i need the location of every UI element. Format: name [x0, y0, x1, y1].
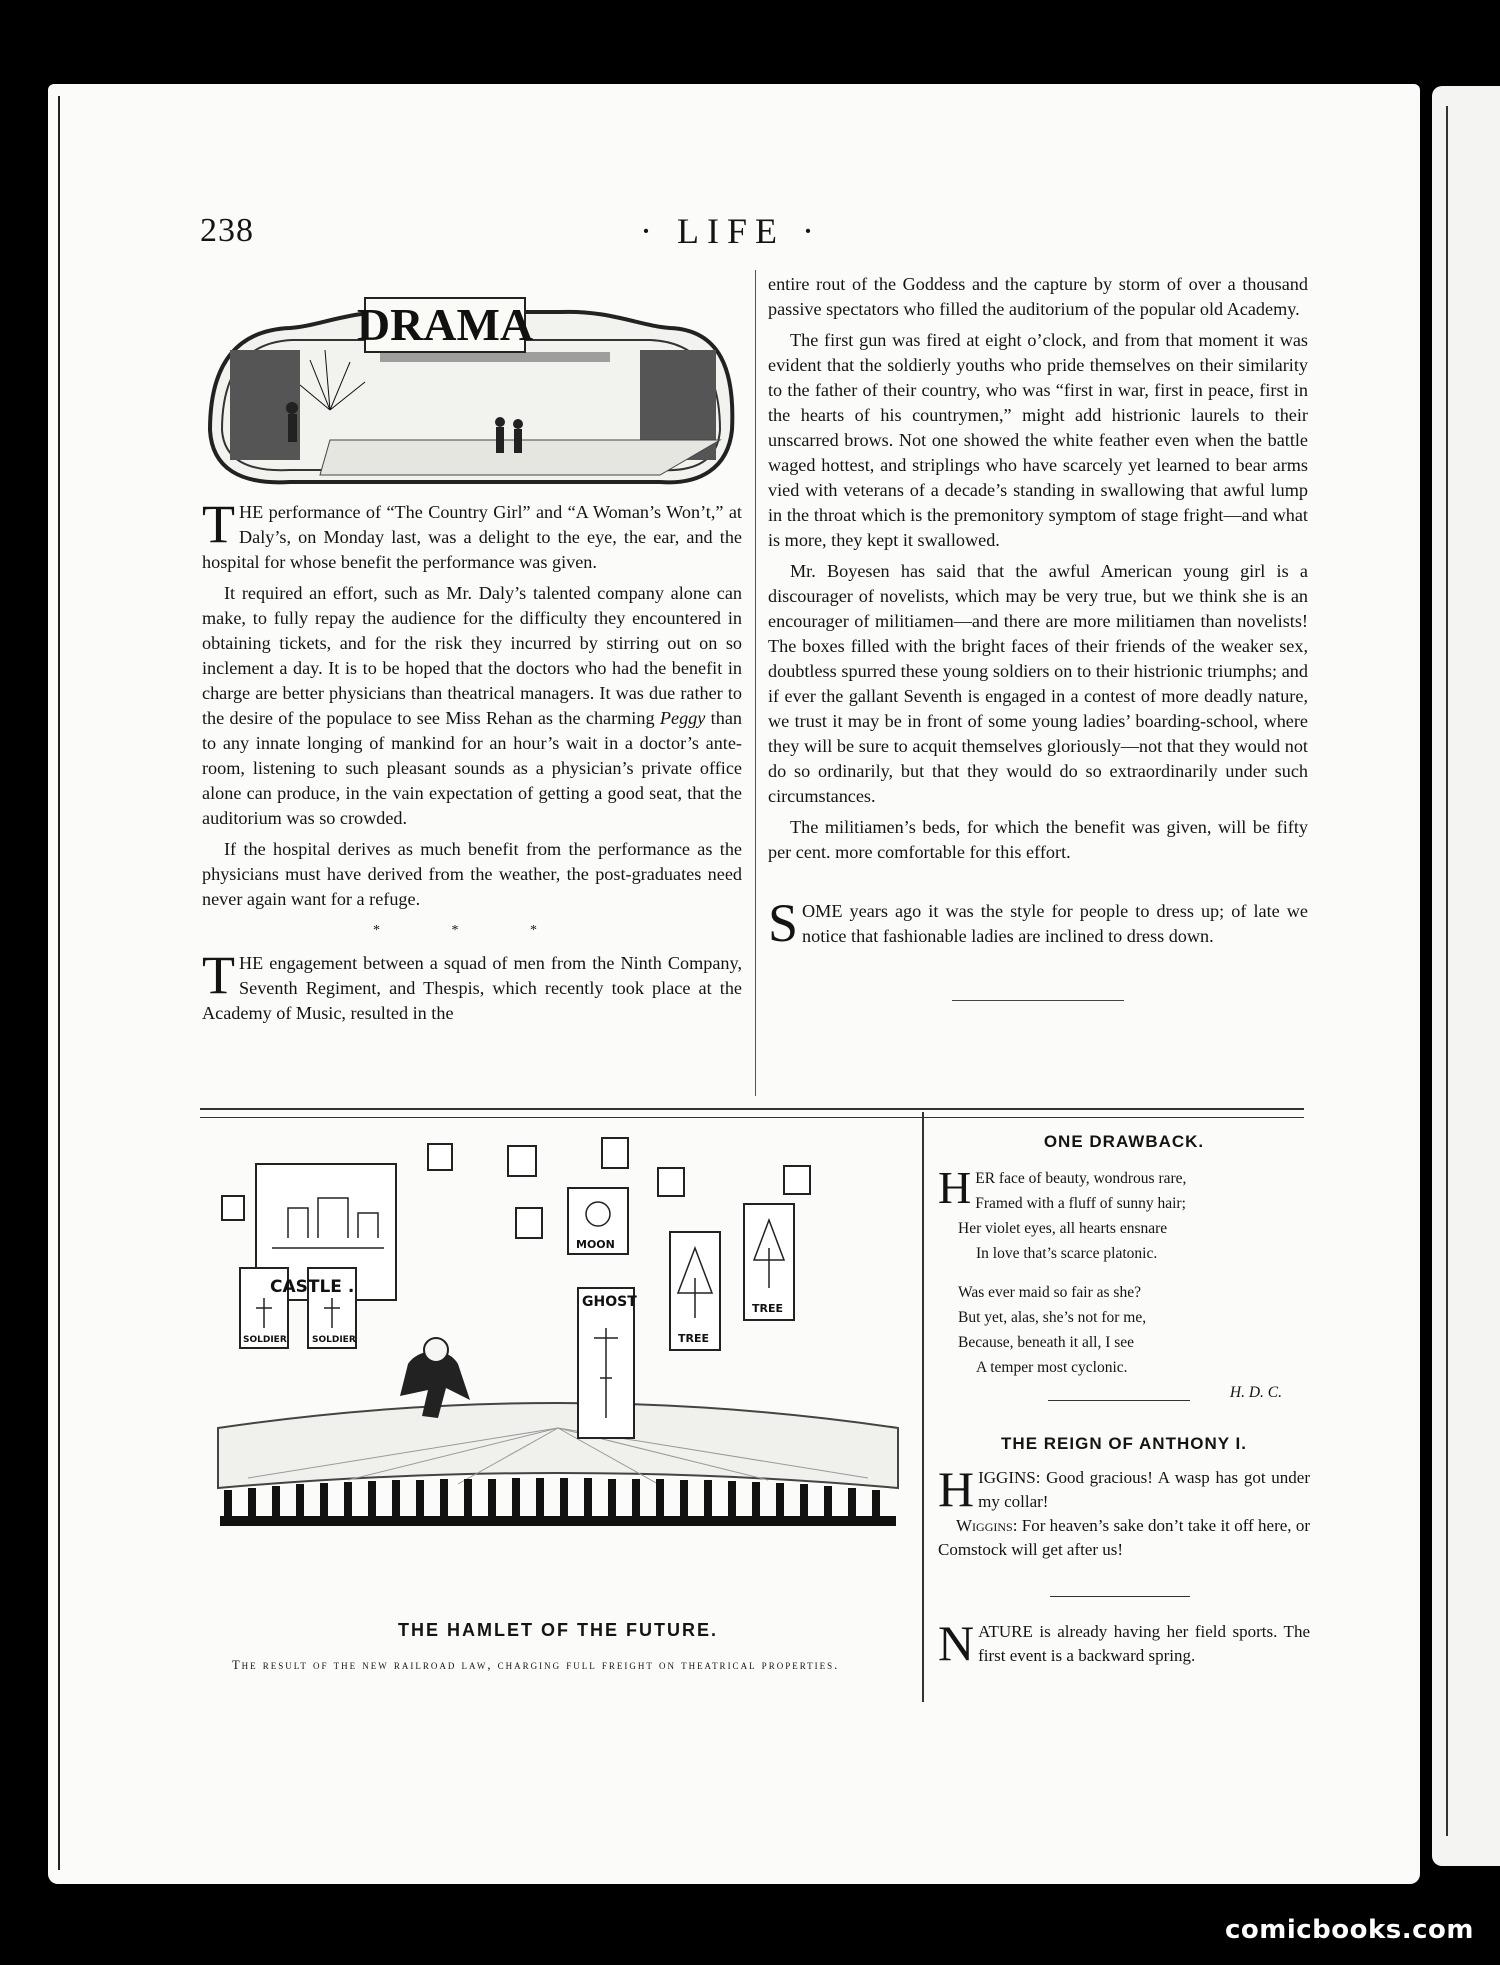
poem-signature: H. D. C.	[1229, 1384, 1282, 1401]
cartoon-title: THE HAMLET OF THE FUTURE.	[398, 1620, 718, 1640]
vertical-divider	[922, 1112, 924, 1702]
hamlet-cartoon-illustration	[208, 1128, 908, 1594]
paragraph: It required an effort, such as Mr. Daly’s talented company alone can make, to fully repay the audience for the difficulty they encountered in obtaining tickets, and for the risk they incurred by stirring out on so inclement a day. It is to be hoped that the doctors who had the benefit in charge are better physicians than theatrical managers. It was due rather to the desire of the populace to see Miss Rehan as the charming Peggy than to any innate longing of mankind for an hour’s wait in a doctor’s ante-room, listening to such pleasant sounds as a physician’s private office alone can produce, in the vain expectation of getting a good seat, that the auditorium was so crowded.	[202, 583, 742, 828]
sign-castle: CASTLE .	[270, 1277, 355, 1297]
paragraph: entire rout of the Goddess and the capture by storm of over a thousand passive spectators who filled the auditorium of the popular old Academy.	[768, 274, 1308, 319]
footlights	[224, 1478, 880, 1516]
sign-ghost: GHOST	[582, 1294, 637, 1310]
sign-tree-1: TREE	[678, 1332, 710, 1345]
poem-block	[938, 1130, 1310, 1405]
right-column	[768, 272, 1308, 955]
drop-cap: T	[202, 945, 235, 1005]
page-number: 238	[200, 212, 254, 249]
sign-soldier-1: SOLDIER	[243, 1335, 287, 1345]
paragraph: Mr. Boyesen has said that the awful American young girl is a discourager of novelists, which may be very true, but we think she is an encourager of militiamen—and there are more militiamen than novelists! The boxes filled with the bright faces of their friends of the weaker sex, doubtless spurred these young soldiers on to their histrionic triumphs; and if ever the gallant Seventh is engaged in a contest of more deadly nature, we trust it may be in front of some young ladies’ boarding-school, where they will be sure to acquit themselves gloriously—not that they would not do so ordinarily, but that they would do so extraordinarily under such circumstances.	[768, 561, 1308, 806]
nature-block: NATURE is already having her field sports. The first event is a backward spring.	[938, 1615, 1310, 1671]
left-column	[202, 494, 742, 1032]
facing-page-edge	[1432, 86, 1500, 1866]
drop-cap: N	[938, 1615, 975, 1671]
poem-text: HER face of beauty, wondrous rare, Framed with a fluff of sunny hair; Her violet eyes, all hearts ensnare In love that’s scarce platonic. Was ever maid so fair as she? But yet, alas, she’s not for me, Because, beneath it all, I see A temper most cyclonic. H. D. C.	[938, 1166, 1310, 1405]
section-stars: * * *	[373, 923, 571, 938]
drop-cap: T	[202, 494, 235, 554]
sign-tree-2: TREE	[752, 1302, 784, 1315]
section-separator	[952, 1000, 1124, 1001]
paragraph: SOME years ago it was the style for people to dress up; of late we notice that fashionable ladies are inclined to dress down.	[768, 893, 1308, 953]
anthony-title: THE REIGN OF ANTHONY I.	[1001, 1434, 1247, 1453]
column-divider	[755, 270, 756, 1096]
paragraph: If the hospital derives as much benefit from the performance as the physicians must have derived from the weather, the post-graduates need never again want for a refuge.	[202, 839, 742, 909]
poem-title: ONE DRAWBACK.	[1043, 1132, 1205, 1151]
paragraph: The first gun was fired at eight o’clock, and from that moment it was evident that the soldierly youths who pride themselves on their similarity to the father of their country, who was “first in war, first in peace, first in the hearts of his countrymen,” might add histrionic laurels to their unscarred brows. Not one showed the white feather even when the battle waged hottest, and striplings who have scarcely yet learned to bear arms vied with veterans of a decade’s standing in swallowing that awful lump in the throat which is the premonitory symptom of stage fright—and what is more, they kept it swallowed.	[768, 330, 1308, 550]
anthony-block	[938, 1432, 1310, 1562]
drama-banner-illustration	[200, 290, 742, 490]
paragraph: THE engagement between a squad of men from the Ninth Company, Seventh Regiment, and Thespis, which recently took place at the Academy of Music, resulted in the	[202, 945, 742, 1023]
sign-moon: MOON	[576, 1238, 615, 1251]
section-separator	[1050, 1596, 1190, 1597]
banner-label: DRAMA	[356, 299, 534, 350]
horizontal-rule	[200, 1108, 1304, 1118]
watermark: comicbooks.com	[1224, 1915, 1474, 1945]
anthony-text: HIGGINS: Good gracious! A wasp has got under my collar! Wiggins: For heaven’s sake don’t take it off here, or Comstock will get after us!	[938, 1461, 1310, 1559]
drop-cap: H	[938, 1162, 972, 1213]
cartoon-caption: The result of the new railroad law, charging full freight on theatrical properties.	[232, 1658, 840, 1672]
sign-soldier-2: SOLDIER	[312, 1335, 356, 1345]
paragraph: The militiamen’s beds, for which the benefit was given, will be fifty per cent. more comfortable for this effort.	[768, 817, 1308, 862]
drop-cap: S	[768, 893, 799, 953]
drop-cap: H	[938, 1461, 975, 1517]
masthead-title: · LIFE ·	[640, 211, 822, 251]
section-separator	[1048, 1400, 1190, 1401]
paragraph: THE performance of “The Country Girl” and “A Woman’s Won’t,” at Daly’s, on Monday last, was a delight to the eye, the ear, and the hospital for whose benefit the performance was given.	[202, 494, 742, 572]
